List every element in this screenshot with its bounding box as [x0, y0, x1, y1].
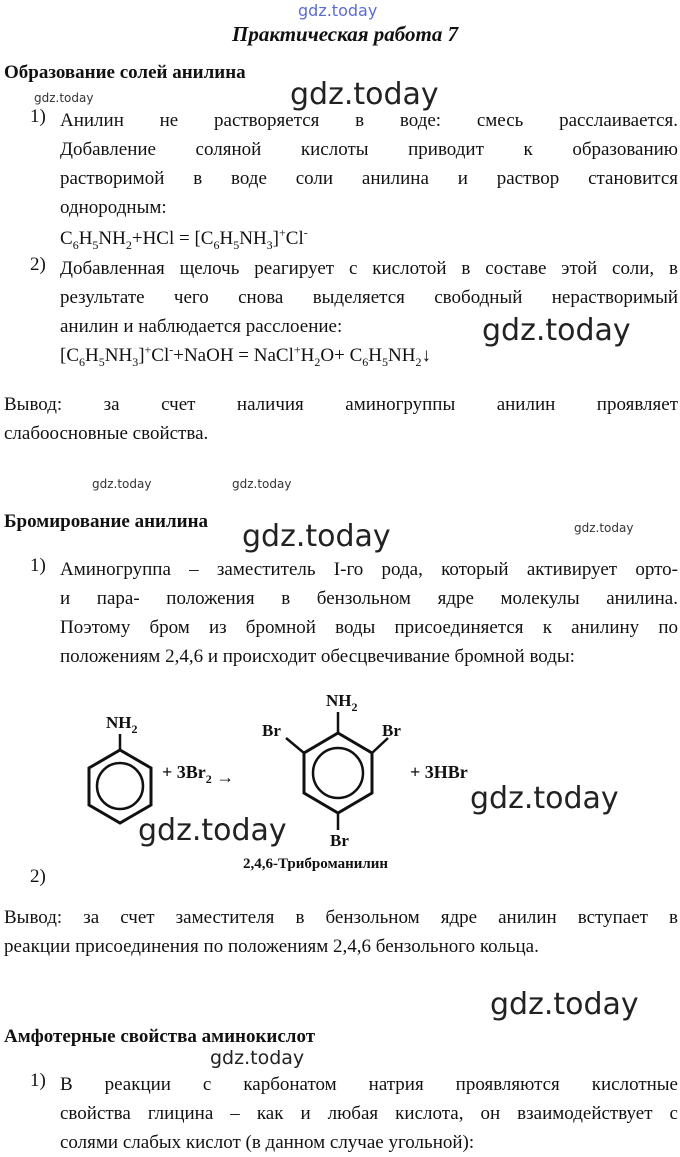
formula-text: $C_6H_5NH_2+HCl = [C_6H_5NH_3]^+Cl^-$: [60, 226, 308, 253]
item-number: 1): [30, 1070, 46, 1091]
watermark: gdz.today: [290, 77, 439, 112]
watermark: gdz.today: [138, 813, 287, 848]
br-label: Br: [262, 721, 281, 740]
text-line: положениям 2,4,6 и происходит обесцвечивание бромной воды:: [60, 646, 575, 667]
text-line: Анилин не растворяется в воде: смесь расслаивается.: [60, 110, 678, 131]
text-line: солями слабых кислот (в данном случае угольной):: [60, 1132, 475, 1153]
item-text: [60, 106, 678, 222]
text-line: Добавление соляной кислоты приводит к образованию: [60, 139, 678, 160]
conclusion-2: [4, 903, 678, 961]
text-line: Вывод: за счет наличия аминогруппы анилин проявляет: [4, 394, 678, 415]
br-label: Br: [382, 721, 401, 740]
aniline-structure: [89, 713, 151, 823]
item-number: 2): [30, 866, 46, 887]
page-title: Практическая работа 7: [232, 22, 459, 46]
text-line: В реакции с карбонатом натрия проявляются кислотные: [60, 1074, 678, 1095]
item-number: 2): [30, 254, 46, 275]
watermark: gdz.today: [242, 519, 391, 554]
text-line: реакции присоединения по положениям 2,4,6 бензольного кольца.: [4, 936, 539, 957]
formula-text: $[C_6H_5NH_3]^+Cl^-+NaOH$ = $NaCl^+H_2O+$ $C_6H_5NH_2↓$: [60, 343, 431, 370]
watermark: gdz.today: [92, 477, 152, 491]
watermark: gdz.today: [490, 987, 639, 1022]
text-line: свойства глицина – как и любая кислота, он взаимодействует с: [60, 1103, 678, 1124]
conclusion-1: [4, 390, 678, 448]
br-label: Br: [330, 831, 349, 850]
product-hbr: + 3HBr: [410, 762, 468, 782]
item-text: [60, 555, 678, 671]
reaction-formula-2: [60, 343, 431, 370]
text-line: однородным:: [60, 197, 167, 218]
text-line: Поэтому бром из бромной воды присоединяется к анилину по: [60, 617, 678, 638]
product-name: 2,4,6-Триброманилин: [243, 856, 389, 872]
reaction-formula-1: [60, 226, 308, 253]
watermark: gdz.today: [34, 91, 94, 105]
text-line: слабоосновные свойства.: [4, 423, 209, 444]
watermark: gdz.today: [232, 477, 292, 491]
watermark: gdz.today: [470, 781, 619, 816]
item-number: 1): [30, 106, 46, 127]
text-line: результате чего снова выделяется свободный нерастворимый: [60, 287, 678, 308]
nh2-label: $NH_2$: [106, 713, 138, 736]
item-number: 1): [30, 555, 46, 576]
watermark-top: gdz.today: [298, 1, 378, 20]
text-line: растворимой в воде соли анилина и раствор становится: [60, 168, 678, 189]
section-heading-amino-acids: Амфотерные свойства аминокислот: [4, 1026, 316, 1047]
nh2-label: $NH_2$: [326, 691, 358, 714]
section-heading-bromination: Бромирование анилина: [4, 511, 209, 532]
watermark: gdz.today: [210, 1047, 305, 1069]
text-line: Аминогруппа – заместитель I-го рода, который активирует орто-: [60, 559, 678, 580]
watermark: gdz.today: [574, 521, 634, 535]
reagent-br2: + $3Br_2$ →: [162, 762, 235, 787]
text-line: Добавленная щелочь реагирует с кислотой в составе этой соли, в: [60, 258, 678, 279]
text-line: и пара- положения в бензольном ядре молекулы анилина.: [60, 588, 678, 609]
watermark: gdz.today: [482, 313, 631, 348]
item-text: [60, 1070, 678, 1157]
text-line: Вывод: за счет заместителя в бензольном ядре анилин вступает в: [4, 907, 678, 928]
text-line: анилин и наблюдается расслоение:: [60, 316, 343, 337]
section-heading-aniline-salts: Образование солей анилина: [4, 62, 246, 83]
